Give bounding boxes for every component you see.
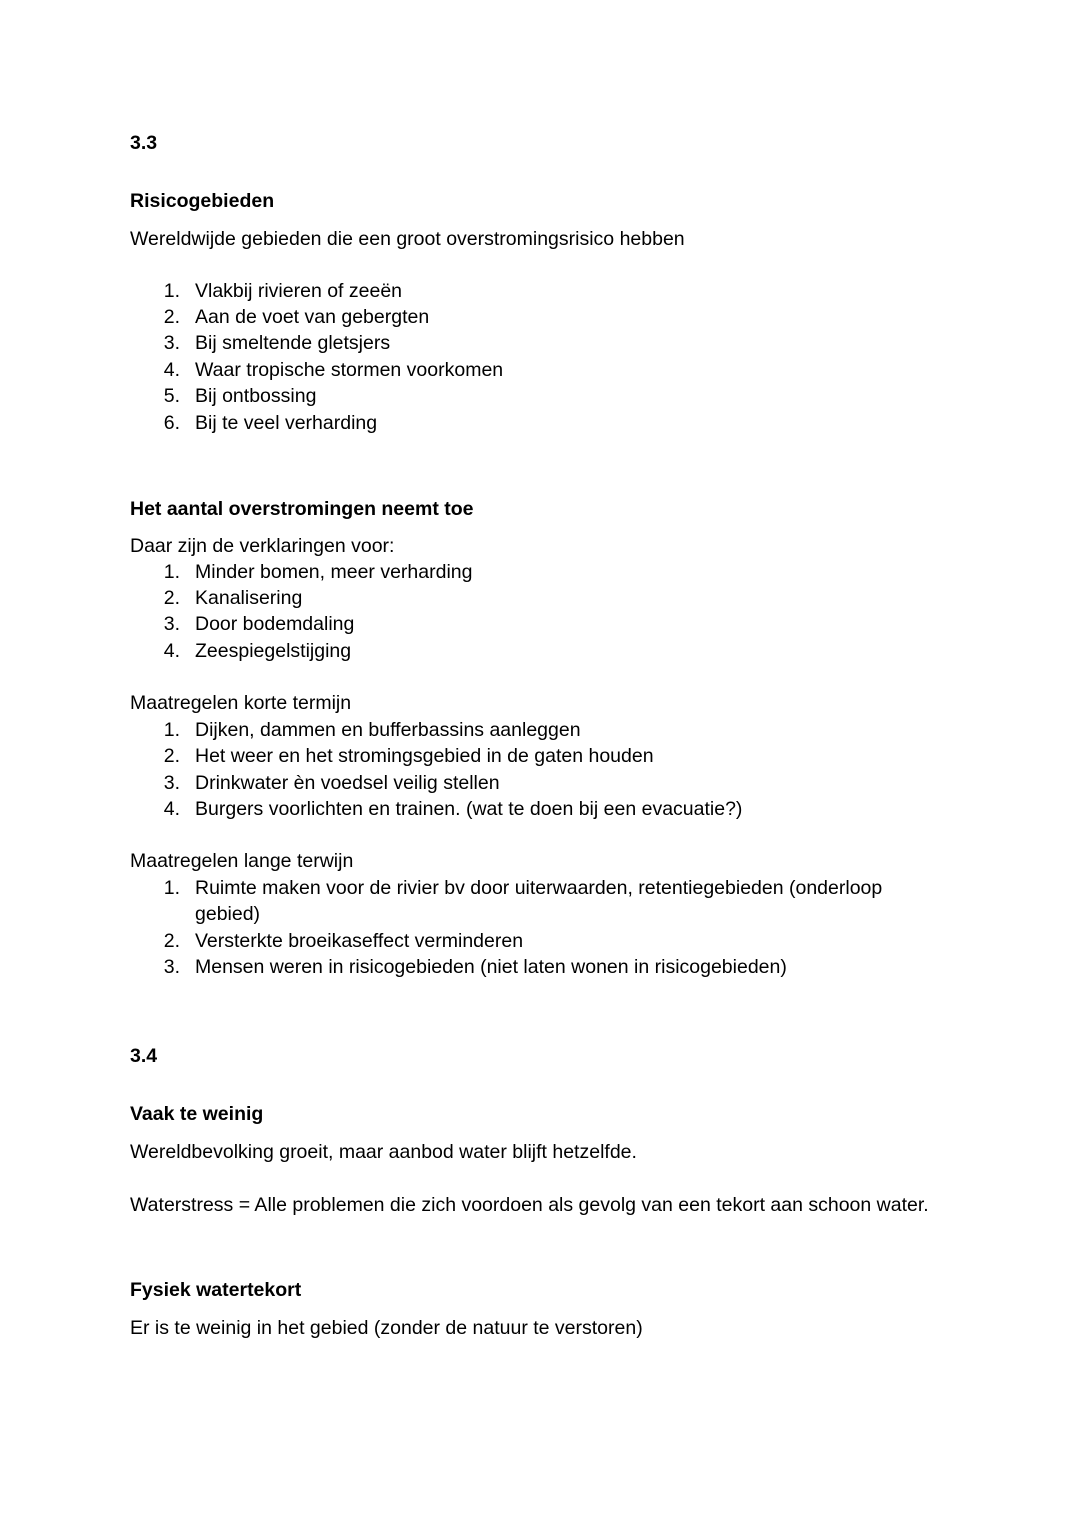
- list-item-continuation: gebied): [195, 903, 261, 925]
- list-item: Door bodemdaling: [195, 613, 355, 635]
- heading-overstromingen: Het aantal overstromingen neemt toe: [130, 498, 474, 520]
- list-marker: 3.: [163, 956, 180, 978]
- section-number: 3.3: [130, 132, 158, 154]
- heading-vaak-te-weinig: Vaak te weinig: [130, 1103, 264, 1125]
- list-marker: 4.: [163, 359, 180, 381]
- list-marker: 1.: [163, 877, 180, 899]
- heading-risicogebieden: Risicogebieden: [130, 190, 275, 212]
- list-marker: 6.: [163, 412, 180, 434]
- list-marker: 1.: [163, 561, 180, 583]
- list-item: Drinkwater èn voedsel veilig stellen: [195, 772, 500, 794]
- list-item: Zeespiegelstijging: [195, 640, 352, 662]
- list-item: Dijken, dammen en bufferbassins aanleggen: [195, 719, 581, 741]
- paragraph: Daar zijn de verklaringen voor:: [130, 535, 395, 557]
- list-marker: 2.: [163, 930, 180, 952]
- list-marker: 4.: [163, 798, 180, 820]
- list-item: Kanalisering: [195, 587, 303, 609]
- list-item: Bij te veel verharding: [195, 412, 378, 434]
- paragraph: Er is te weinig in het gebied (zonder de natuur te verstoren): [130, 1317, 643, 1339]
- list-marker: 1.: [163, 280, 180, 302]
- list-item: Bij ontbossing: [195, 385, 317, 407]
- paragraph: Wereldwijde gebieden die een groot overstromingsrisico hebben: [130, 228, 685, 250]
- list-item: Het weer en het stromingsgebied in de gaten houden: [195, 745, 654, 767]
- section-number: 3.4: [130, 1045, 158, 1067]
- list-item: Ruimte maken voor de rivier bv door uiterwaarden, retentiegebieden (onderloop: [195, 877, 883, 899]
- list-marker: 2.: [163, 306, 180, 328]
- list-marker: 2.: [163, 745, 180, 767]
- paragraph: Wereldbevolking groeit, maar aanbod water blijft hetzelfde.: [130, 1141, 637, 1163]
- heading-fysiek-watertekort: Fysiek watertekort: [130, 1279, 302, 1301]
- list-item: Minder bomen, meer verharding: [195, 561, 473, 583]
- list-item: Versterkte broeikaseffect verminderen: [195, 930, 524, 952]
- list-marker: 3.: [163, 613, 180, 635]
- paragraph-waterstress: Waterstress = Alle problemen die zich voordoen als gevolg van een tekort aan schoon water.: [130, 1194, 929, 1216]
- list-marker: 3.: [163, 772, 180, 794]
- list-item: Waar tropische stormen voorkomen: [195, 359, 504, 381]
- list-marker: 2.: [163, 587, 180, 609]
- list-item: Mensen weren in risicogebieden (niet laten wonen in risicogebieden): [195, 956, 787, 978]
- list-marker: 1.: [163, 719, 180, 741]
- list-marker: 3.: [163, 332, 180, 354]
- paragraph: Maatregelen lange terwijn: [130, 850, 354, 872]
- list-item: Burgers voorlichten en trainen. (wat te doen bij een evacuatie?): [195, 798, 743, 820]
- list-item: Bij smeltende gletsjers: [195, 332, 391, 354]
- list-marker: 5.: [163, 385, 180, 407]
- list-item: Aan de voet van gebergten: [195, 306, 430, 328]
- list-item: Vlakbij rivieren of zeeën: [195, 280, 403, 302]
- list-marker: 4.: [163, 640, 180, 662]
- paragraph: Maatregelen korte termijn: [130, 692, 352, 714]
